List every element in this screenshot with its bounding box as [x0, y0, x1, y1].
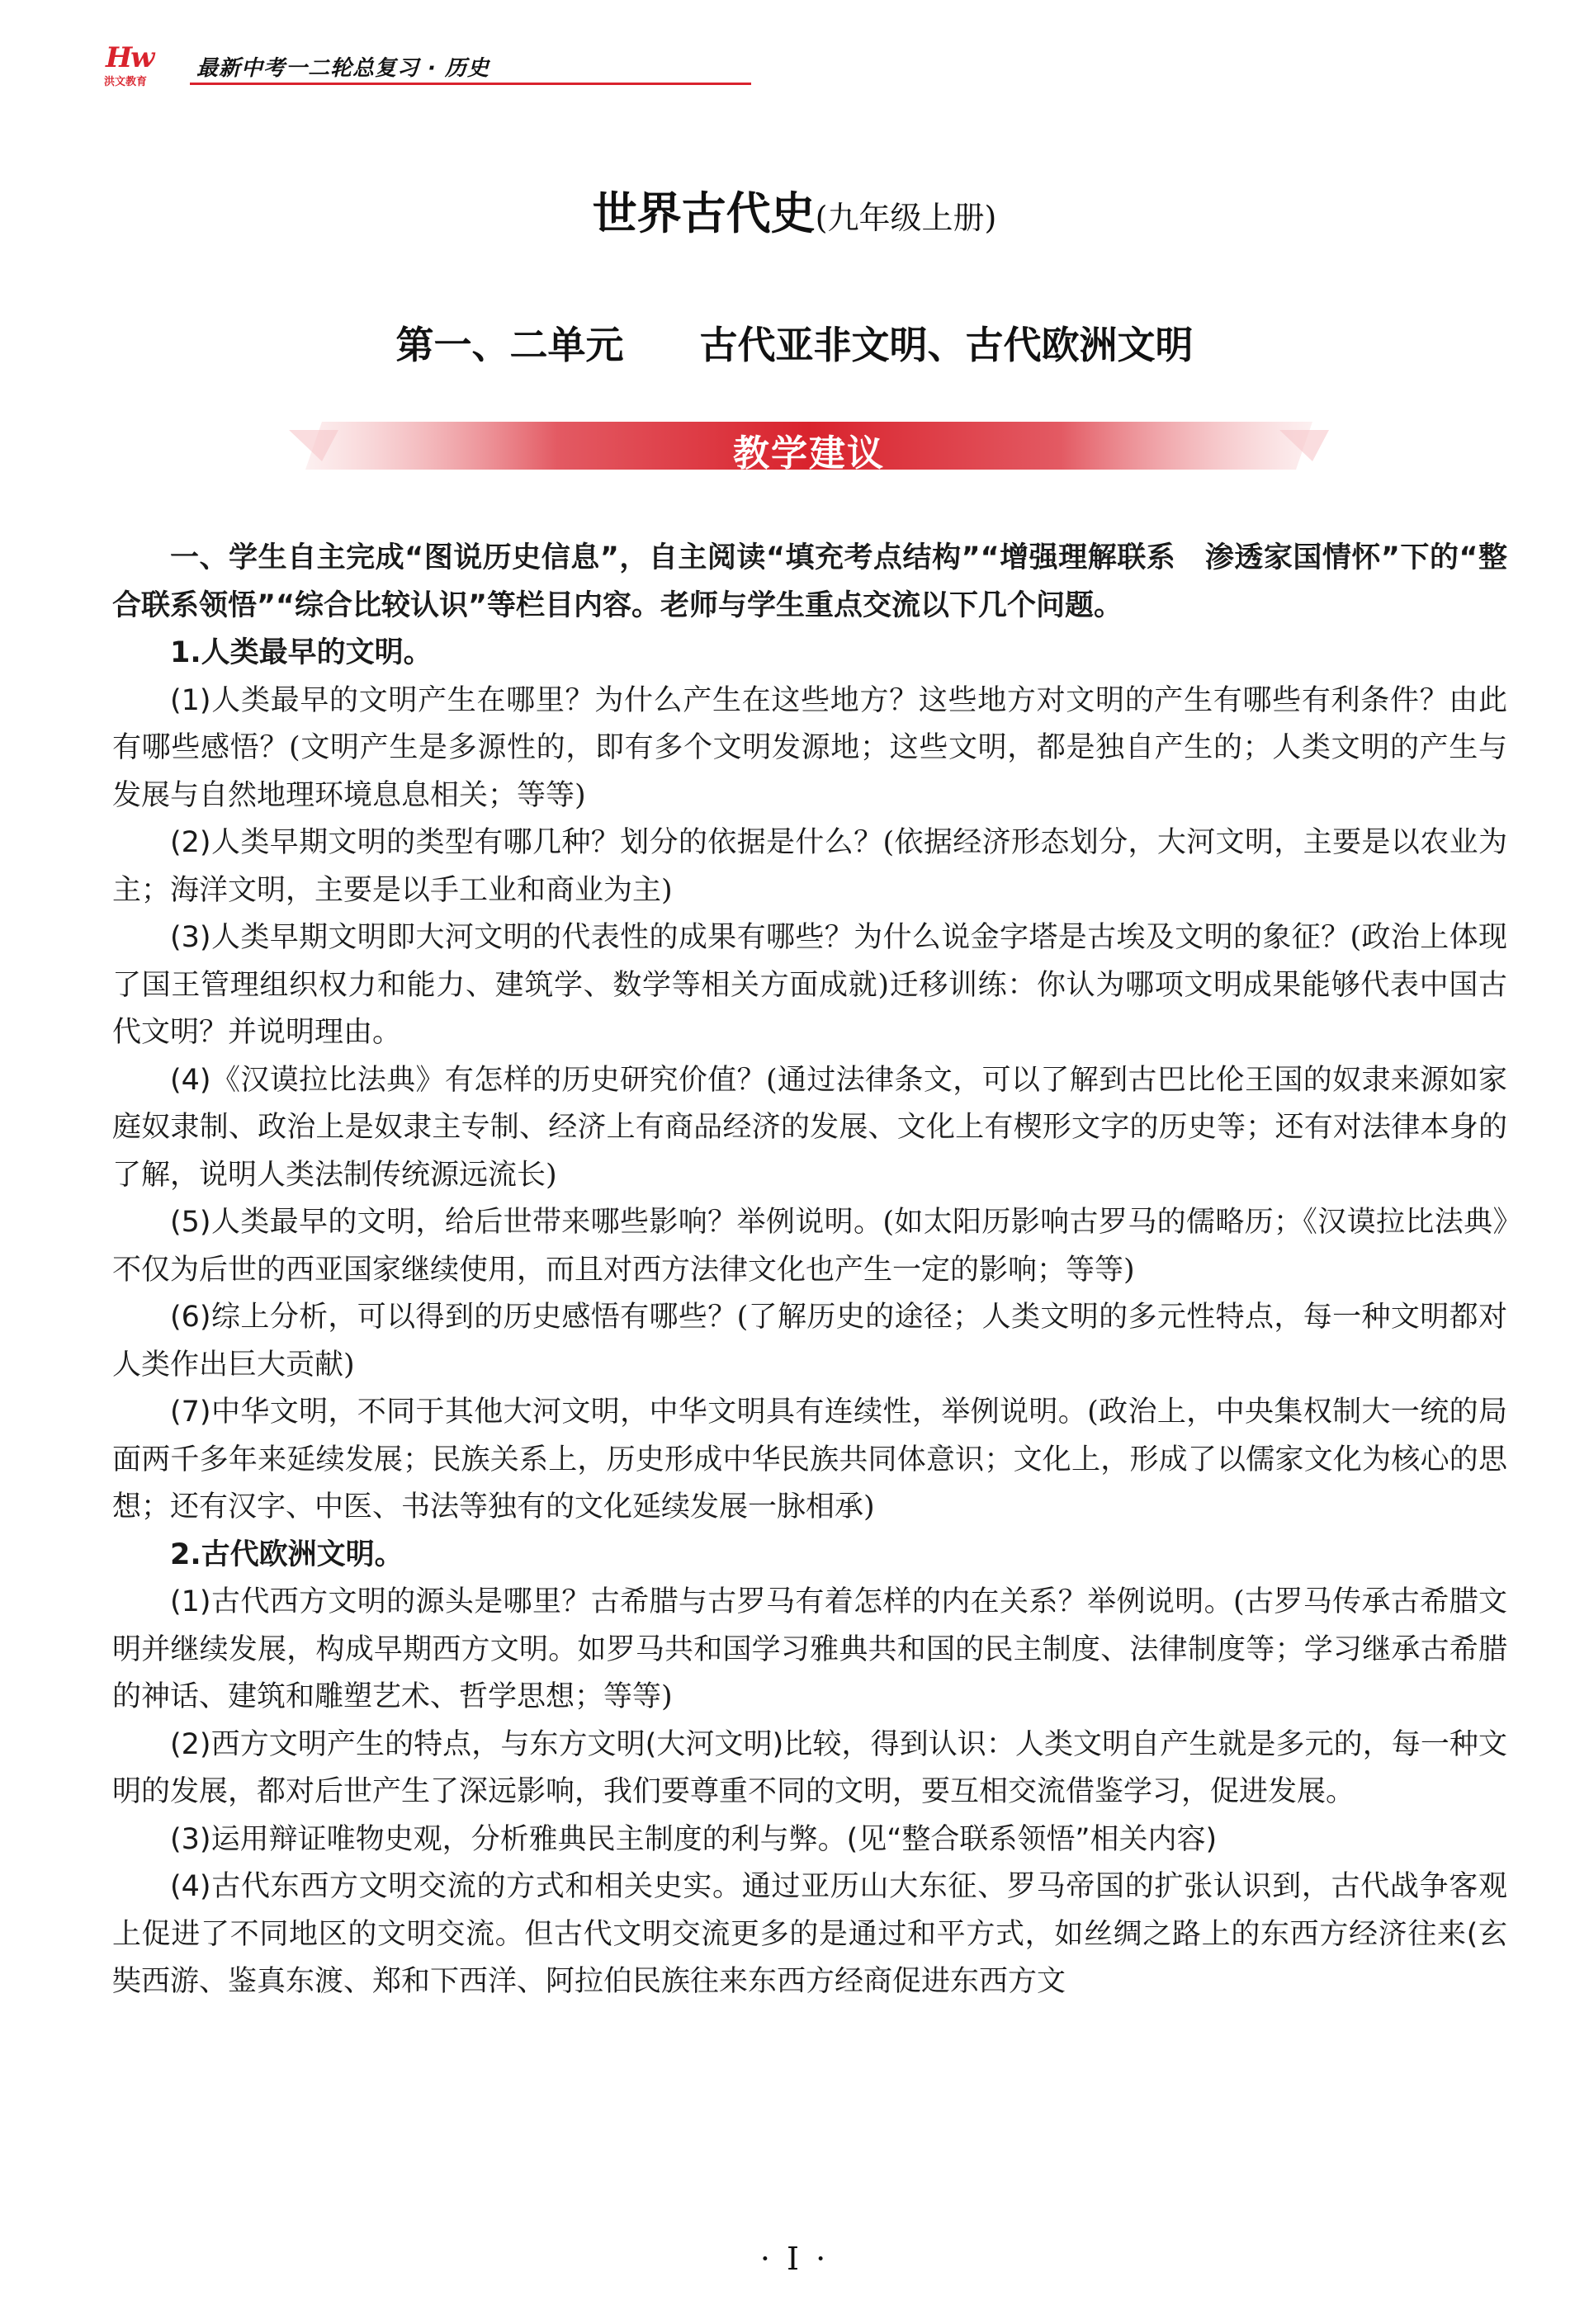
- question-text: (4)《汉谟拉比法典》有怎样的历史研究价值？: [170, 1063, 767, 1097]
- section-heading-2: 2.古代欧洲文明。: [170, 1538, 404, 1571]
- unit-title: 第一、二单元 古代亚非文明、古代欧洲文明: [395, 323, 1194, 367]
- question-1-5: [112, 1199, 1507, 1294]
- main-content: [112, 535, 1507, 2006]
- question-1-3: [112, 914, 1507, 1057]
- page-title-sub: (九年级上册): [815, 200, 997, 236]
- question-text: (6)综上分析，可以得到的历史感悟有哪些？: [170, 1301, 737, 1334]
- answer-text: (文明产生是多源性的，即有多个文明发源地；这些文明，都是独自产生的；人类文明的产生与发展与自然地理环境息息相关；等等): [112, 731, 1507, 812]
- answer-text: (通过法律条文，可以了解到古巴比伦王国的奴隶来源如家庭奴隶制、政治上是奴隶主专制、经济上有商品经济的发展、文化上有楔形文字的历史等；还有对法律本身的了解，说明人类法制传统源远流长): [112, 1063, 1507, 1192]
- publisher-logo: [99, 41, 182, 89]
- section-heading-1: 1.人类最早的文明。: [170, 636, 433, 669]
- question-text: (5)人类最早的文明，给后世带来哪些影响？举例说明。: [170, 1206, 883, 1239]
- question-1-2: [112, 820, 1507, 914]
- question-2-1: [112, 1579, 1507, 1722]
- answer-text: (政治上，中央集权制大一统的局面两千多年来延续发展；民族关系上，历史形成中华民族共同体意识；文化上，形成了以儒家文化为核心的思想；还有汉字、中医、书法等独有的文化延续发展一脉相承): [112, 1396, 1507, 1523]
- answer-text: (如太阳历影响古罗马的儒略历；《汉谟拉比法典》不仅为后世的西亚国家继续使用，而且对西方法律文化也产生一定的影响；等等): [112, 1206, 1507, 1287]
- answer-text: (依据经济形态划分，大河文明，主要是以农业为主；海洋文明，主要是以手工业和商业为主): [112, 826, 1507, 907]
- answer-text: (了解历史的途径；人类文明的多元性特点，每一种文明都对人类作出巨大贡献): [112, 1301, 1507, 1382]
- question-2-4: (4)古代东西方文明交流的方式和相关史实。通过亚历山大东征、罗马帝国的扩张认识到，古代战争客观上促进了不同地区的文明交流。但古代文明交流更多的是通过和平方式，如丝绸之路上的东西方经济往来(玄奘西游、鉴真东渡、郑和下西洋、阿拉伯民族往来东西方经商促进东西方文: [112, 1870, 1507, 1998]
- header-rule: [190, 83, 751, 85]
- question-text: (1)古代西方文明的源头是哪里？古希腊与古罗马有着怎样的内在关系？举例说明。: [170, 1585, 1233, 1618]
- page-title: [0, 178, 1589, 242]
- banner-label: 教学建议: [733, 432, 885, 475]
- page-number: · I ·: [759, 2241, 830, 2277]
- section-banner: [289, 417, 1329, 475]
- intro-paragraph: 一、学生自主完成“图说历史信息”，自主阅读“填充考点结构”“增强理解联系 渗透家国情怀”下的“整合联系领悟”“综合比较认识”等栏目内容。老师与学生重点交流以下几个问题。: [112, 541, 1507, 622]
- question-1-6: [112, 1294, 1507, 1389]
- question-1-1: [112, 678, 1507, 820]
- answer-text: (政治上体现了国王管理组织权力和能力、建筑学、数学等相关方面成就)迁移训练：你认为哪项文明成果能够代表中国古代文明？并说明理由。: [112, 921, 1508, 1049]
- page-title-main: 世界古代史: [592, 187, 816, 239]
- logo-subtitle: 洪文教育: [104, 76, 148, 88]
- question-text: (7)中华文明，不同于其他大河文明，中华文明具有连续性，举例说明。: [170, 1396, 1088, 1429]
- question-text: (3)人类早期文明即大河文明的代表性的成果有哪些？为什么说金字塔是古埃及文明的象征？: [170, 921, 1350, 954]
- question-text: (2)人类早期文明的类型有哪几种？划分的依据是什么？: [170, 826, 883, 859]
- question-1-7: [112, 1389, 1507, 1532]
- question-text: (1)人类最早的文明产生在哪里？为什么产生在这些地方？这些地方对文明的产生有哪些有利条件？由此有哪些感悟？: [112, 683, 1507, 764]
- logo-mark: Hw: [106, 41, 154, 74]
- page-header: [99, 41, 669, 91]
- book-title: 最新中考一二轮总复习 · 历史: [196, 56, 489, 81]
- question-2-2: (2)西方文明产生的特点，与东方文明(大河文明)比较，得到认识：人类文明自产生就是多元的，每一种文明的发展，都对后世产生了深远影响，我们要尊重不同的文明，要互相交流借鉴学习，促进发展。: [112, 1727, 1507, 1808]
- answer-text: (古罗马传承古希腊文明并继续发展，构成早期西方文明。如罗马共和国学习雅典共和国的民主制度、法律制度等；学习继承古希腊的神话、建筑和雕塑艺术、哲学思想；等等): [112, 1585, 1507, 1713]
- question-2-3: (3)运用辩证唯物史观，分析雅典民主制度的利与弊。(见“整合联系领悟”相关内容): [170, 1822, 1218, 1856]
- question-1-4: [112, 1057, 1507, 1200]
